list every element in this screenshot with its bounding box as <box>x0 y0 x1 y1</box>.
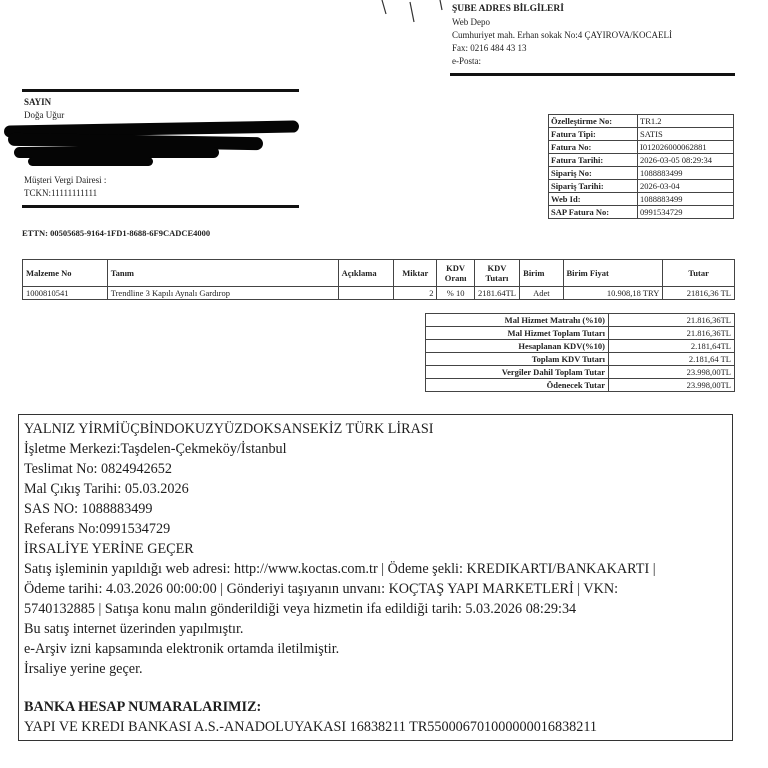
col-unit-price: Birim Fiyat <box>563 260 663 287</box>
pen-scribble-marks <box>370 0 450 30</box>
bank-accounts-title: BANKA HESAP NUMARALARIMIZ: <box>24 699 262 715</box>
total-label: Ödenecek Tutar <box>426 379 609 392</box>
cell-description: Trendline 3 Kapılı Aynalı Gardırop <box>107 287 338 300</box>
cell-vat-rate: % 10 <box>437 287 474 300</box>
col-vat-rate-line1: KDV <box>446 263 466 273</box>
info-label: Sipariş No: <box>549 167 638 180</box>
info-label: Fatura Tarihi: <box>549 154 638 167</box>
table-row <box>426 314 735 327</box>
note-line: Referans No:0991534729 <box>24 521 171 537</box>
branch-email: e-Posta: <box>452 56 481 66</box>
amount-in-words: YALNIZ YİRMİÜÇBİNDOKUZYÜZDOKSANSEKİZ TÜRK LİRASI <box>24 421 434 437</box>
cell-vat-amount: 2181.64TL <box>474 287 519 300</box>
total-label: Hesaplanan KDV(%10) <box>426 340 609 353</box>
cell-unit: Adet <box>520 287 563 300</box>
total-label: Mal Hizmet Matrahı (%10) <box>426 314 609 327</box>
info-label: Sipariş Tarihi: <box>549 180 638 193</box>
note-line: İRSALİYE YERİNE GEÇER <box>24 541 194 557</box>
table-row <box>549 180 734 193</box>
note-line: Satış işleminin yapıldığı web adresi: http://www.koctas.com.tr | Ödeme şekli: KREDIKARTI/BANKAKARTI | <box>24 561 656 577</box>
note-line: e-Arşiv izni kapsamında elektronik ortamda iletilmiştir. <box>24 641 340 657</box>
info-label: Fatura Tipi: <box>549 128 638 141</box>
table-row <box>426 353 735 366</box>
table-row <box>426 379 735 392</box>
branch-divider <box>450 73 735 76</box>
branch-title: ŞUBE ADRES BİLGİLERİ <box>452 4 564 14</box>
info-value: SATIS <box>638 128 734 141</box>
note-line: Teslimat No: 0824942652 <box>24 461 172 477</box>
table-row <box>549 154 734 167</box>
customer-salutation: SAYIN <box>24 97 52 107</box>
note-line: 5740132885 | Satışa konu malın gönderildiği veya hizmetin ifa edildiği tarih: 5.03.2026 08:29:34 <box>24 601 577 617</box>
customer-tckn: TCKN:11111111111 <box>24 188 98 198</box>
col-vat-amount-line1: KDV <box>487 263 507 273</box>
total-label: Mal Hizmet Toplam Tutarı <box>426 327 609 340</box>
total-value: 2.181,64 TL <box>609 353 735 366</box>
table-row <box>426 366 735 379</box>
info-label: Web Id: <box>549 193 638 206</box>
info-value: I012026000062881 <box>638 141 734 154</box>
cell-amount: 21816,36 TL <box>663 287 735 300</box>
table-row <box>549 115 734 128</box>
invoice-info-table <box>548 114 734 219</box>
customer-name: Doğa Uğur <box>24 110 65 120</box>
total-label: Toplam KDV Tutarı <box>426 353 609 366</box>
note-line: İrsaliye yerine geçer. <box>24 661 143 677</box>
note-line: Ödeme tarihi: 4.03.2026 00:00:00 | Gönderiyi taşıyanın unvanı: KOÇTAŞ YAPI MARKETLERİ | VKN: <box>24 581 619 597</box>
table-row <box>426 340 735 353</box>
note-line: Bu satış internet üzerinden yapılmıştır. <box>24 621 244 637</box>
col-amount: Tutar <box>663 260 735 287</box>
table-header-row <box>23 260 735 287</box>
redaction-mark <box>28 157 153 166</box>
total-value: 23.998,00TL <box>609 379 735 392</box>
total-value: 21.816,36TL <box>609 314 735 327</box>
customer-tax-office: Müşteri Vergi Dairesi : <box>24 175 107 185</box>
info-label: Fatura No: <box>549 141 638 154</box>
table-row <box>549 206 734 219</box>
total-label: Vergiler Dahil Toplam Tutar <box>426 366 609 379</box>
note-line: Mal Çıkış Tarihi: 05.03.2026 <box>24 481 189 497</box>
table-row <box>549 128 734 141</box>
info-value: 0991534729 <box>638 206 734 219</box>
branch-info <box>452 3 672 68</box>
table-row <box>549 141 734 154</box>
info-value: 2026-03-04 <box>638 180 734 193</box>
table-row <box>426 327 735 340</box>
table-row <box>549 167 734 180</box>
table-row <box>23 287 735 300</box>
bank-account-line: YAPI VE KREDI BANKASI A.S.-ANADOLUYAKASI 16838211 TR550006701000000016838211 <box>24 719 598 735</box>
branch-name: Web Depo <box>452 17 491 27</box>
col-vat-rate-line2: Oranı <box>444 273 467 283</box>
info-label: SAP Fatura No: <box>549 206 638 219</box>
col-vat-rate <box>437 260 474 287</box>
note-line: SAS NO: 1088883499 <box>24 501 153 517</box>
cell-quantity: 2 <box>394 287 437 300</box>
total-value: 21.816,36TL <box>609 327 735 340</box>
col-vat-amount-line2: Tutarı <box>485 273 509 283</box>
total-value: 2.181,64TL <box>609 340 735 353</box>
info-value: 2026-03-05 08:29:34 <box>638 154 734 167</box>
customer-bottom-divider <box>22 205 299 208</box>
col-description: Tanım <box>107 260 338 287</box>
info-value: TR1.2 <box>638 115 734 128</box>
cell-unit-price: 10.908,18 TRY <box>563 287 663 300</box>
customer-top-divider <box>22 89 299 92</box>
col-unit: Birim <box>520 260 563 287</box>
items-table <box>22 259 735 300</box>
col-explanation: Açıklama <box>338 260 393 287</box>
total-value: 23.998,00TL <box>609 366 735 379</box>
col-vat-amount <box>474 260 519 287</box>
totals-table <box>425 313 735 392</box>
info-label: Özelleştirme No: <box>549 115 638 128</box>
cell-explanation <box>338 287 393 300</box>
notes-box <box>18 414 733 741</box>
ettn-number: ETTN: 00505685-9164-1FD1-8688-6F9CADCE4000 <box>22 228 211 238</box>
col-material-no: Malzeme No <box>23 260 108 287</box>
branch-address: Cumhuriyet mah. Erhan sokak No:4 ÇAYIROVA/KOCAELİ <box>452 30 672 40</box>
note-line: İşletme Merkezi:Taşdelen-Çekmeköy/İstanbul <box>24 441 287 457</box>
info-value: 1088883499 <box>638 193 734 206</box>
branch-fax: Fax: 0216 484 43 13 <box>452 43 527 53</box>
cell-material-no: 1000810541 <box>23 287 108 300</box>
info-value: 1088883499 <box>638 167 734 180</box>
table-row <box>549 193 734 206</box>
col-quantity: Miktar <box>394 260 437 287</box>
